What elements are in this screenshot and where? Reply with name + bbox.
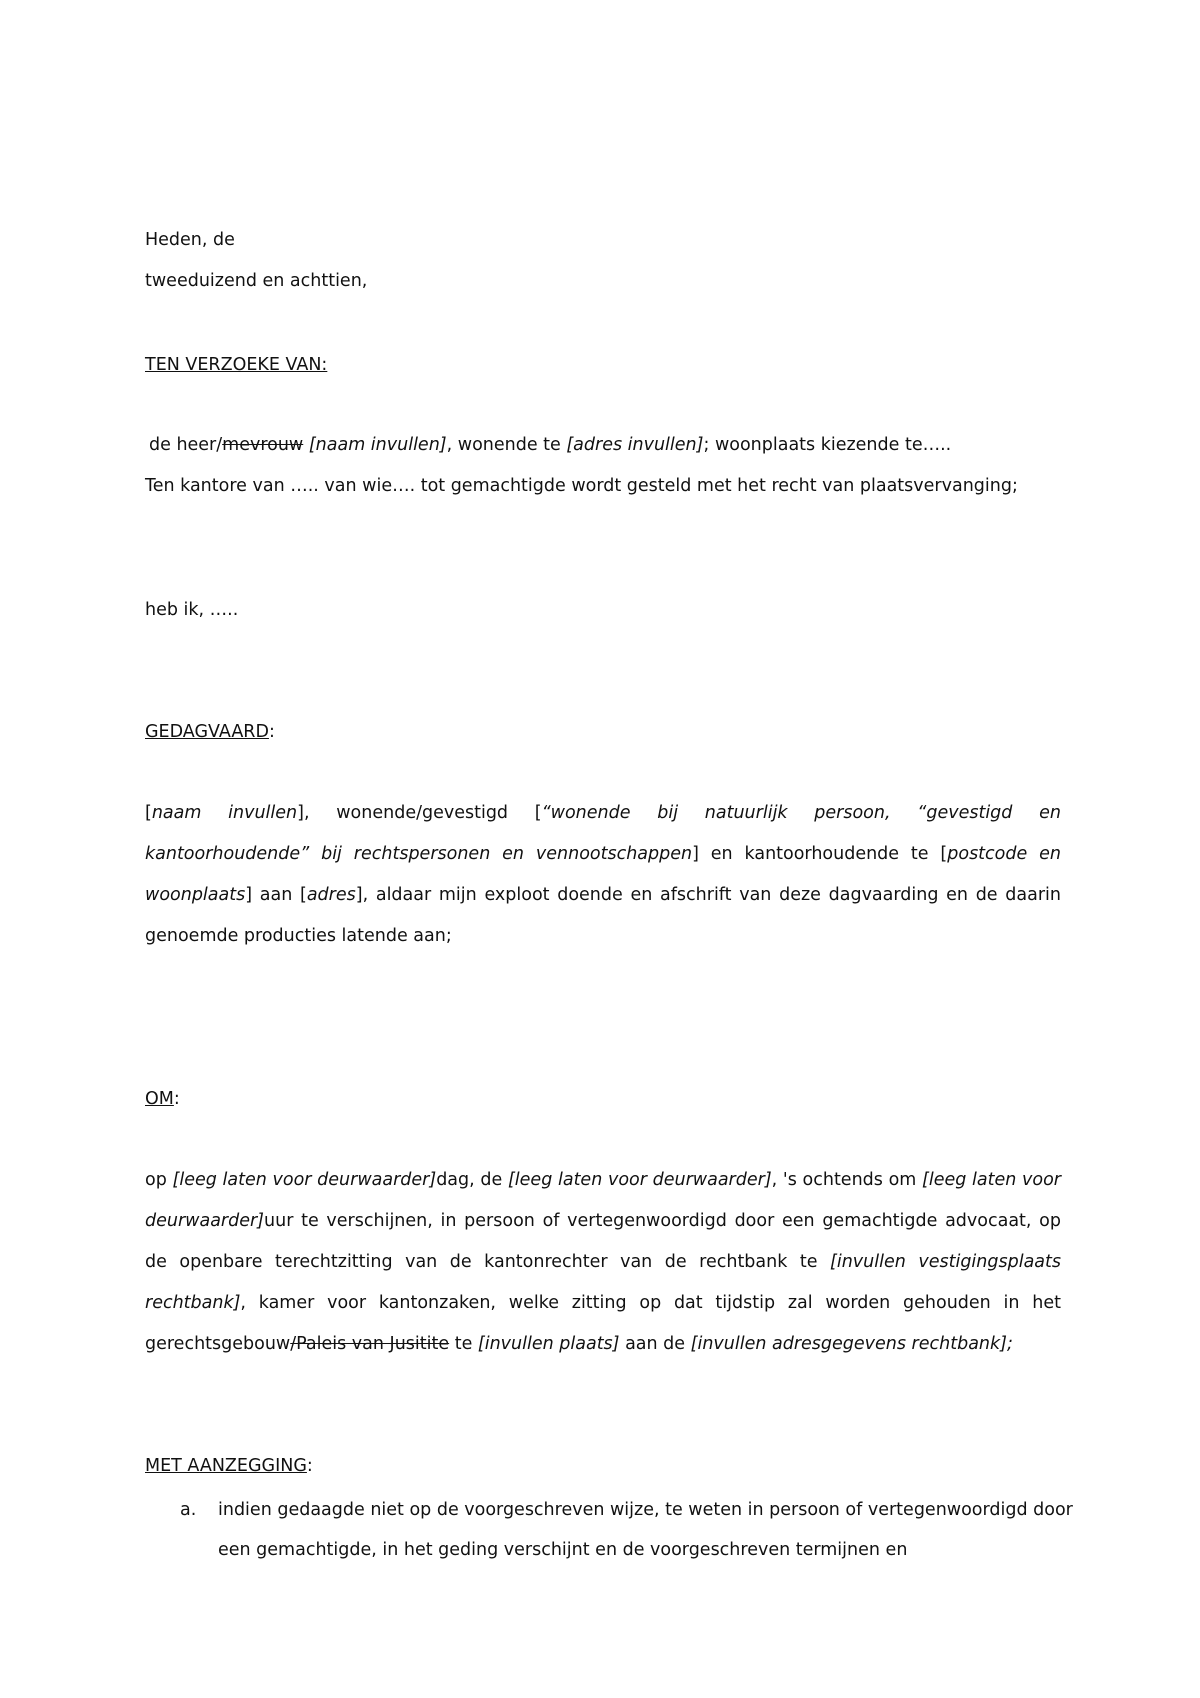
bracket-open: [ (145, 803, 152, 823)
summoned-heading-colon: : (268, 722, 275, 742)
domicile-text: ; woonplaats kiezende te….. (703, 435, 952, 455)
requester-heading: TEN VERZOEKE VAN: (145, 355, 328, 375)
om-heading (145, 1087, 180, 1111)
om-text-4: uur te verschijnen, in persoon of vertegenwoordigd door een gemachtigde advocaat, op de openbare terechtzitting van de kantonrechter van de rechtbank te (145, 1211, 1061, 1272)
om-heading-text: OM (145, 1089, 174, 1109)
instruction-note: “wonende bij natuurlijk persoon, “gevestigd en kantoorhoudende” bij rechtspersonen en vennootschappen (145, 803, 1061, 864)
notice-heading-colon: : (306, 1456, 313, 1476)
residence-text: , wonende te (446, 435, 567, 455)
summoned-paragraph (145, 793, 1061, 957)
service-text: ], aldaar mijn exploot doende en afschrift van deze dagvaarding en de daarin genoemde producties latende aan; (145, 885, 1061, 946)
placeholder-address: adres (306, 885, 356, 905)
struck-salutation: mevrouw (222, 435, 304, 455)
bailiff-line: heb ik, ….. (145, 600, 239, 620)
placeholder-time: [leeg laten voor deurwaarder] (145, 1170, 1061, 1231)
placeholder-day: [leeg laten voor deurwaarder] (172, 1170, 437, 1190)
placeholder-court-location: [invullen vestigingsplaats rechtbank] (145, 1252, 1062, 1313)
residence-text: ], wonende/gevestigd [ (297, 803, 542, 823)
om-text-7: aan de (619, 1334, 691, 1354)
placeholder-court-address: [invullen adresgegevens rechtbank]; (690, 1334, 1013, 1354)
list-item-text: indien gedaagde niet op de voorgeschreven wijze, te weten in persoon of vertegenwoordigd door een gemachtigde, in het geding verschijnt en de voorgeschreven termijnen en (218, 1500, 1073, 1560)
notice-heading (145, 1454, 313, 1478)
om-text-5: , kamer voor kantonzaken, welke zitting op dat tijdstip zal worden gehouden in het gerechtsgebouw (145, 1293, 1061, 1354)
om-text-6: te (449, 1334, 478, 1354)
opening-date-line: Heden, de (145, 230, 235, 250)
list-marker: a. (180, 1500, 197, 1520)
om-text-2: dag, de (436, 1170, 508, 1190)
om-paragraph (145, 1160, 1061, 1365)
om-heading-colon: : (173, 1089, 180, 1109)
placeholder-place: [invullen plaats] (477, 1334, 620, 1354)
requester-office-line: Ten kantore van ….. van wie…. tot gemachtigde wordt gesteld met het recht van plaatsvervanging; (145, 476, 1018, 496)
address-text: ] aan [ (245, 885, 307, 905)
requester-party-line (149, 433, 951, 457)
office-text: ] en kantoorhoudende te [ (692, 844, 948, 864)
om-text-1: op (145, 1170, 173, 1190)
summoned-heading-text: GEDAGVAARD (145, 722, 269, 742)
salutation-text: de heer/ (149, 435, 223, 455)
placeholder-address: [adres invullen] (566, 435, 704, 455)
notice-heading-text: MET AANZEGGING (145, 1456, 307, 1476)
om-text-3: , 's ochtends om (771, 1170, 923, 1190)
struck-court-name: /Paleis van Jusitite (290, 1334, 450, 1354)
placeholder-name: naam invullen (151, 803, 298, 823)
opening-year-line: tweeduizend en achttien, (145, 271, 368, 291)
placeholder-name: [naam invullen] (308, 435, 447, 455)
placeholder-date: [leeg laten voor deurwaarder] (507, 1170, 772, 1190)
summoned-heading (145, 720, 275, 744)
placeholder-postcode: postcode en woonplaats (145, 844, 1061, 905)
